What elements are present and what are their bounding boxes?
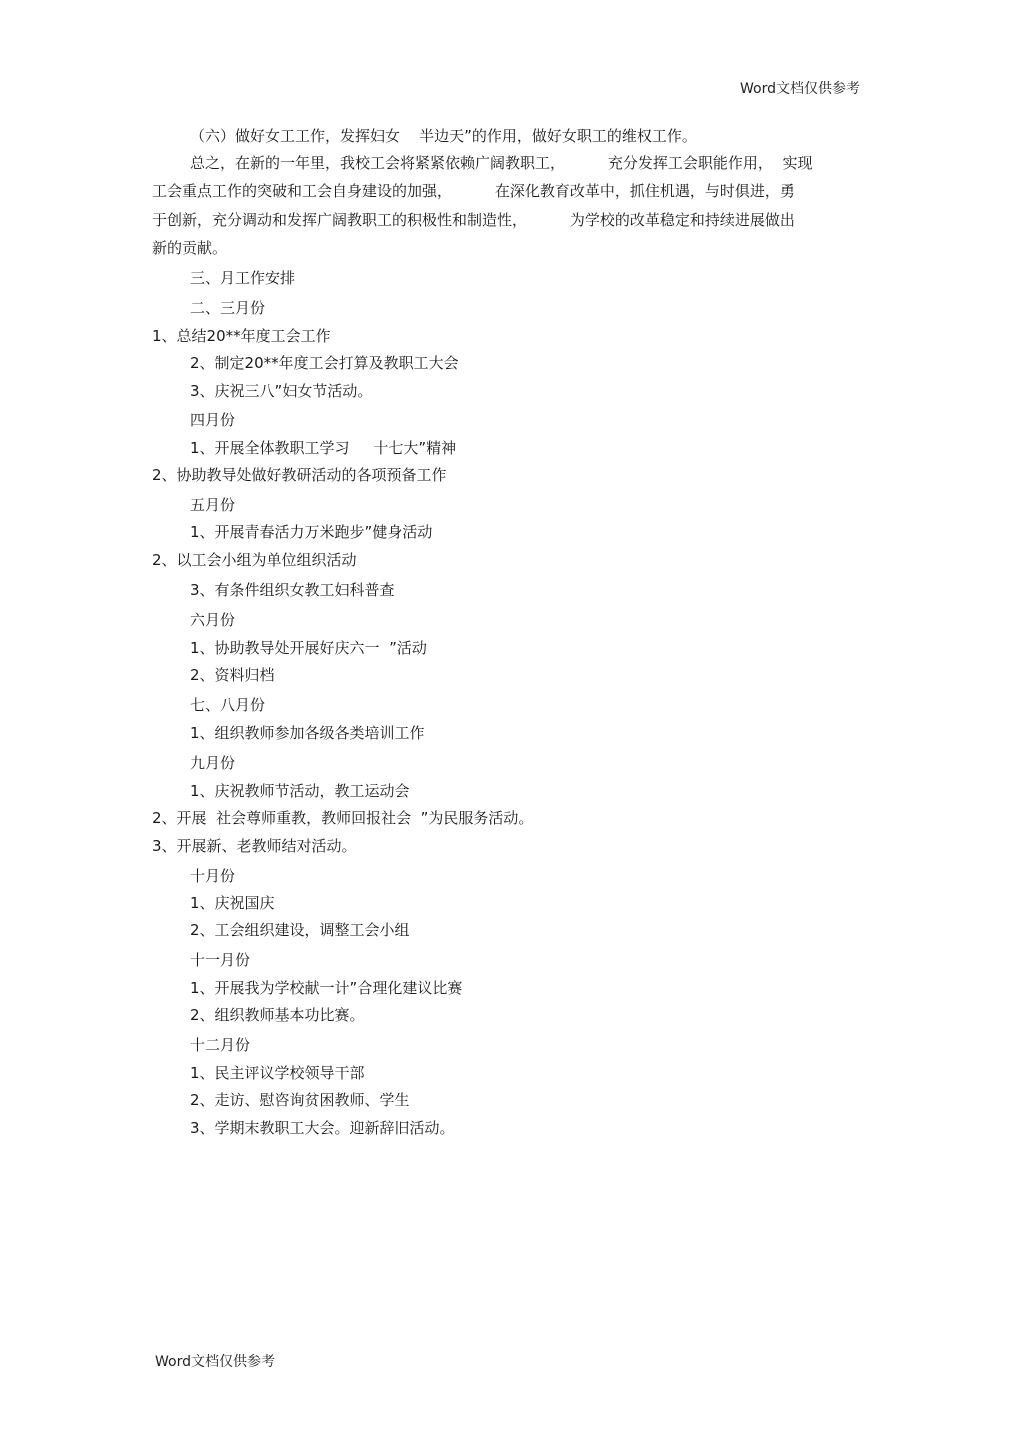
month-heading-september: 九月份 [190,754,236,772]
paragraph-women-work: （六）做好女工工作，发挥妇女 半边天”的作用，做好女职工的维权工作。 [190,127,697,145]
section-heading-monthly-plan: 三、月工作安排 [190,269,296,287]
list-item: 3、学期末教职工大会。迎新辞旧活动。 [190,1119,455,1137]
list-item: 1、开展全体教职工学习 十七大”精神 [190,439,457,457]
paragraph-summary-line-3: 于创新，充分调动和发挥广阔教职工的积极性和制造性， 为学校的改革稳定和持续进展做出 [152,211,795,229]
list-item: 1、庆祝教师节活动，教工运动会 [190,782,410,800]
list-item: 2、以工会小组为单位组织活动 [152,551,357,569]
header-note: Word文档仅供参考 [740,81,860,97]
list-item: 3、庆祝三八”妇女节活动。 [190,382,373,400]
list-item: 1、开展我为学校献一计”合理化建议比赛 [190,979,463,997]
list-item: 2、开展 社会尊师重教，教师回报社会 ”为民服务活动。 [152,809,534,827]
list-item: 3、开展新、老教师结对活动。 [152,837,357,855]
list-item: 1、开展青春活力万米跑步”健身活动 [190,523,433,541]
list-item: 1、总结20**年度工会工作 [152,327,331,345]
month-heading-april: 四月份 [190,411,236,429]
list-item: 1、协助教导处开展好庆六一 ”活动 [190,639,427,657]
footer-note: Word文档仅供参考 [155,1354,275,1370]
month-heading-october: 十月份 [190,867,236,885]
paragraph-summary-line-4: 新的贡献。 [152,239,228,257]
month-heading-feb-mar: 二、三月份 [190,299,266,317]
month-heading-june: 六月份 [190,611,236,629]
month-heading-jul-aug: 七、八月份 [190,696,266,714]
list-item: 2、协助教导处做好教研活动的各项预备工作 [152,466,447,484]
list-item: 2、组织教师基本功比赛。 [190,1006,365,1024]
paragraph-summary-line-2: 工会重点工作的突破和工会自身建设的加强， 在深化教育改革中，抓住机遇，与时俱进，勇 [152,182,795,200]
month-heading-may: 五月份 [190,496,236,514]
paragraph-summary-line-1: 总之，在新的一年里，我校工会将紧紧依赖广阔教职工， 充分发挥工会职能作用， 实现 [190,154,813,172]
list-item: 2、走访、慰咨询贫困教师、学生 [190,1091,410,1109]
list-item: 2、工会组织建设，调整工会小组 [190,921,410,939]
list-item: 2、资料归档 [190,666,275,684]
list-item: 1、民主评议学校领导干部 [190,1064,365,1082]
list-item: 1、组织教师参加各级各类培训工作 [190,724,425,742]
list-item: 2、制定20**年度工会打算及教职工大会 [190,354,459,372]
month-heading-november: 十一月份 [190,951,251,969]
month-heading-december: 十二月份 [190,1036,251,1054]
list-item: 1、庆祝国庆 [190,894,275,912]
list-item: 3、有条件组织女教工妇科普查 [190,581,395,599]
